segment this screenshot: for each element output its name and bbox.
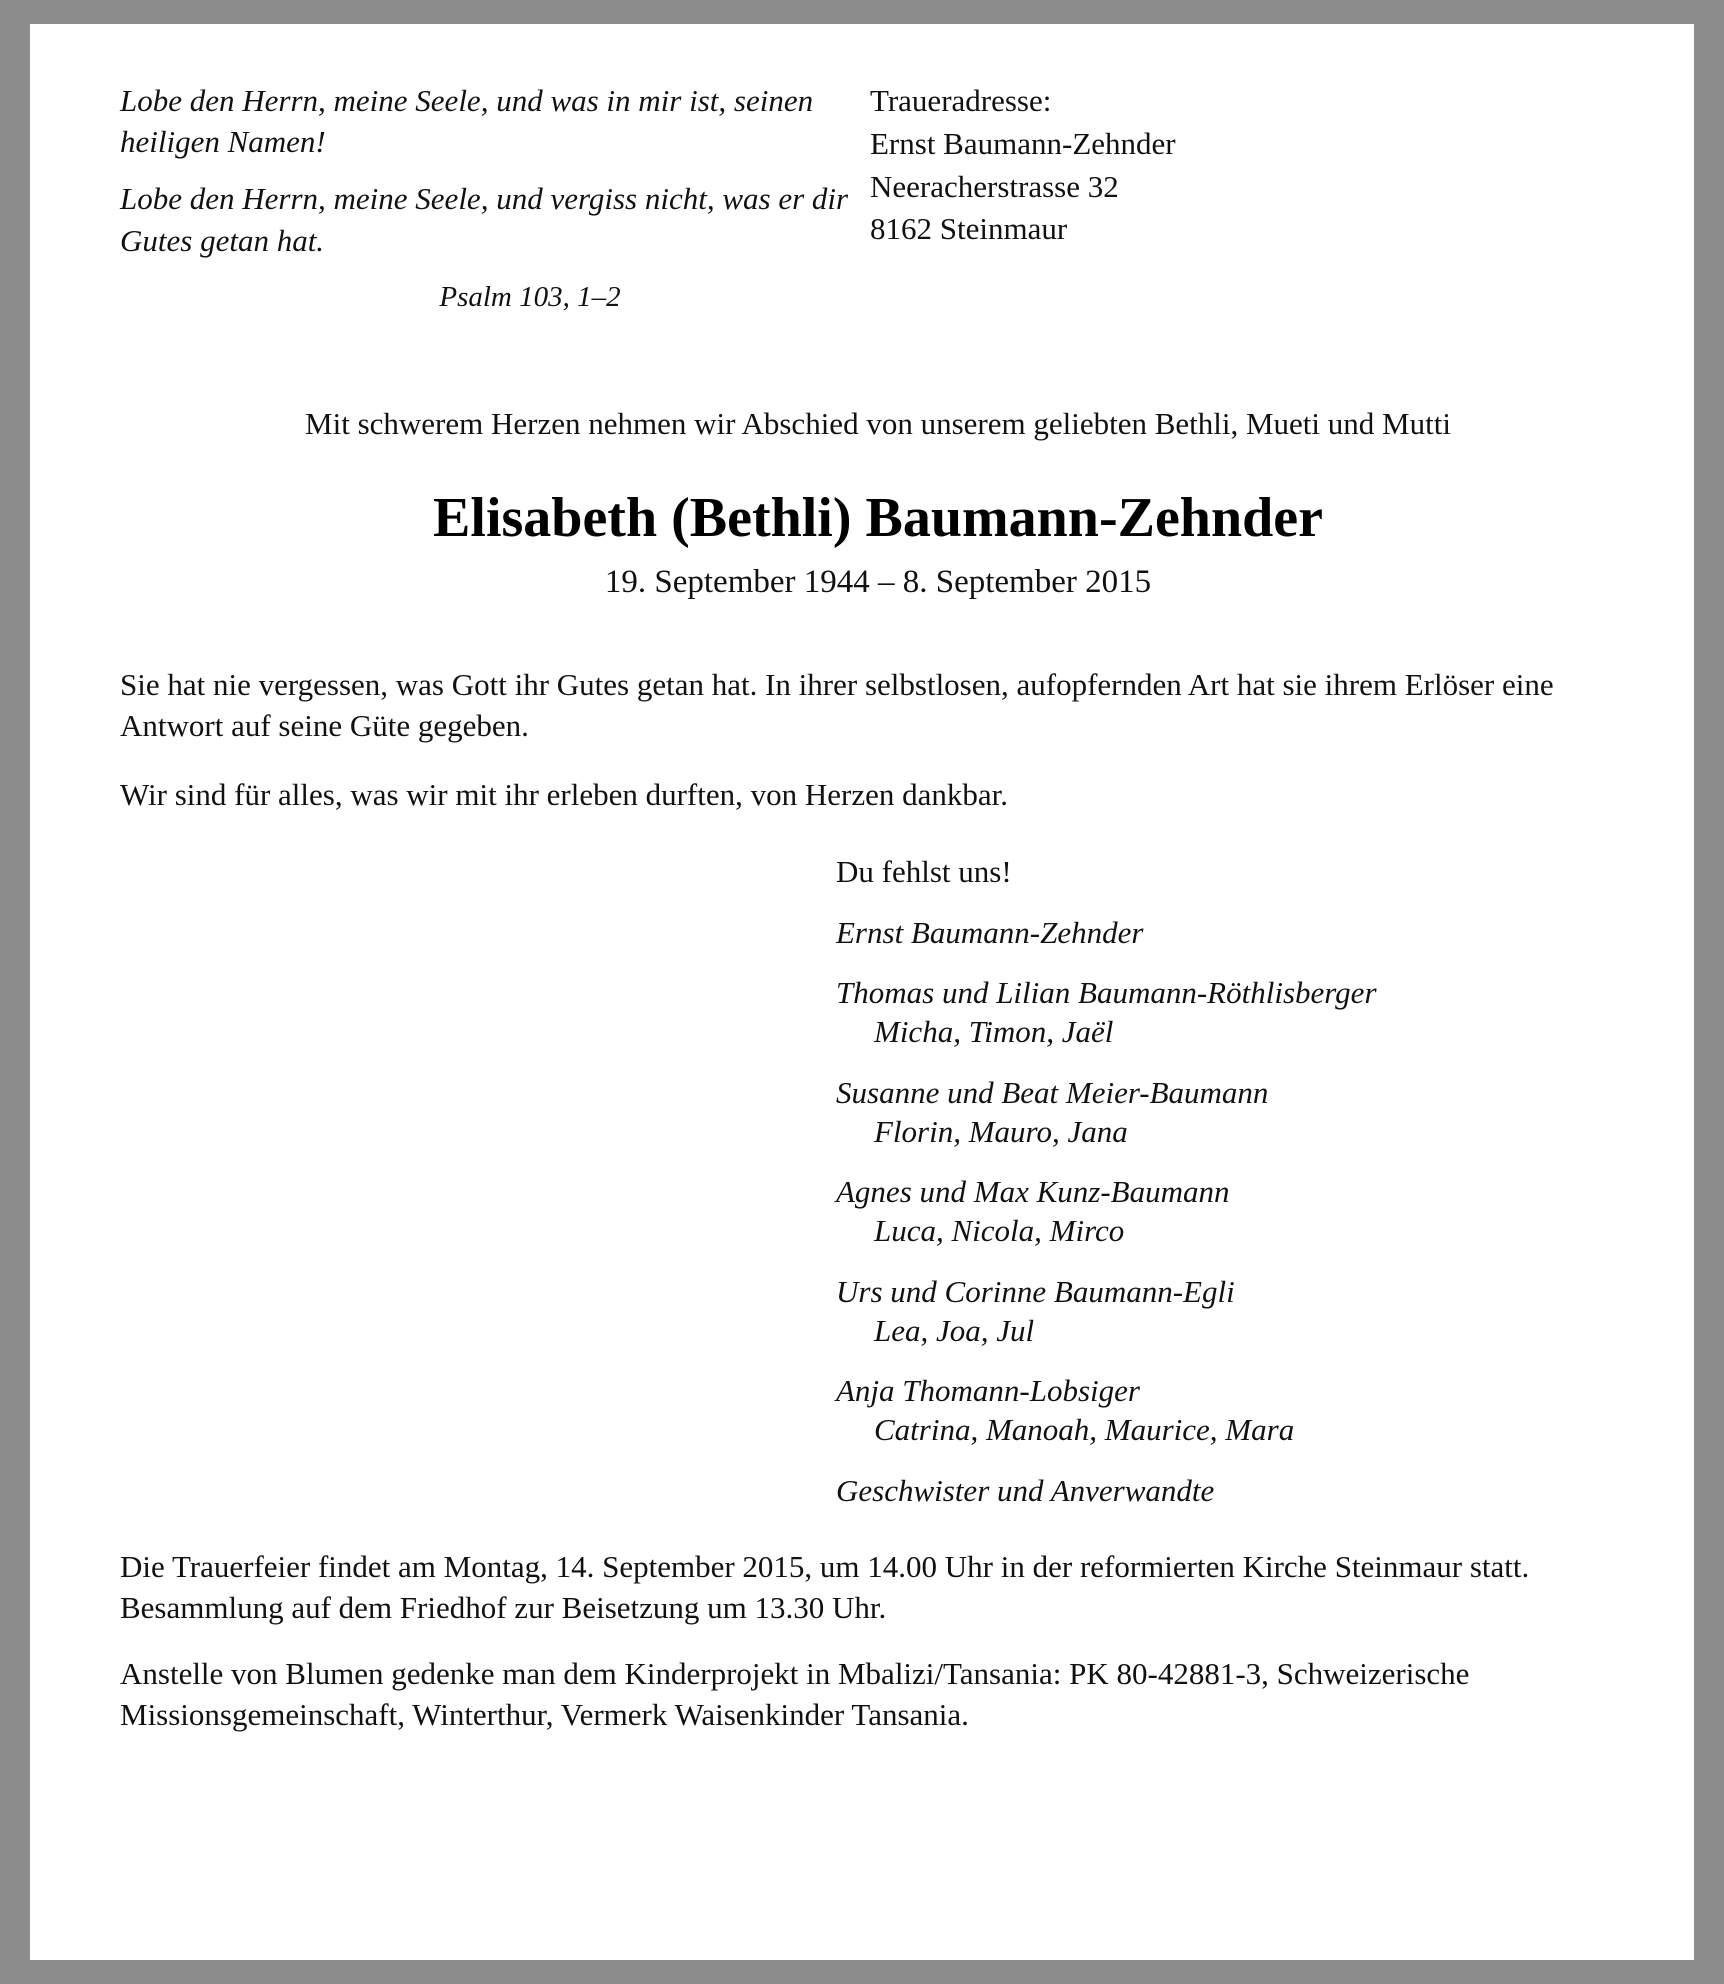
family-heading: Du fehlst uns! [836, 853, 1012, 889]
obituary-card [30, 24, 1694, 1960]
header-row [120, 80, 1636, 314]
bible-verse-block [120, 80, 850, 314]
list-item [836, 1173, 1636, 1251]
body-paragraph-1: Sie hat nie vergessen, was Gott ihr Gutes getan hat. In ihrer selbstlosen, aufopfernden Art hat sie ihrem Erlöser eine Antwort auf seine Güte gegeben. [120, 666, 1554, 743]
family-relatives-line: Geschwister und Anverwandte [836, 1472, 1215, 1508]
list-item [836, 1273, 1636, 1351]
family-children-names: Catrina, Manoah, Maurice, Mara [874, 1412, 1295, 1448]
list-item [836, 1074, 1636, 1152]
list-item [836, 1472, 1636, 1511]
family-member-name: Thomas und Lilian Baumann-Röthlisberger [836, 975, 1377, 1011]
donation-info: Anstelle von Blumen gedenke man dem Kinderprojekt in Mbalizi/Tansania: PK 80-42881-3, Schweizerische Missionsgemeinschaft, Winterthur, Vermerk Waisenkinder Tansania. [120, 1656, 1470, 1733]
family-children-names: Micha, Timon, Jaël [874, 1014, 1114, 1050]
family-member-name: Susanne und Beat Meier-Baumann [836, 1074, 1269, 1110]
address-city: 8162 Steinmaur [870, 211, 1068, 247]
address-street: Neeracherstrasse 32 [870, 168, 1119, 204]
address-label: Traueradresse: [870, 83, 1052, 118]
life-dates: 19. September 1944 – 8. September 2015 [604, 563, 1152, 600]
address-name: Ernst Baumann-Zehnder [870, 125, 1176, 161]
mourning-address-block [850, 80, 1636, 251]
verse-line-2 [120, 178, 850, 260]
verse-reference: Psalm 103, 1–2 [439, 280, 621, 313]
family-children-names: Florin, Mauro, Jana [874, 1113, 1128, 1149]
announcement-lead: Mit schwerem Herzen nehmen wir Abschied von unserem geliebten Bethli, Mueti und Mutti [305, 405, 1451, 441]
deceased-name: Elisabeth (Bethli) Baumann-Zehnder [433, 486, 1323, 549]
body-paragraph-2: Wir sind für alles, was wir mit ihr erleben durften, von Herzen dankbar. [120, 776, 1008, 812]
family-member-name: Agnes und Max Kunz-Baumann [836, 1174, 1230, 1210]
family-children-names: Lea, Joa, Jul [874, 1312, 1035, 1348]
family-children-names: Luca, Nicola, Mirco [874, 1213, 1125, 1249]
verse-text: Lobe den Herrn, meine Seele, und vergiss nicht, was er dir Gutes getan hat. [120, 181, 849, 258]
list-item [836, 914, 1636, 953]
family-list [120, 854, 1636, 1511]
family-member-name: Urs und Corinne Baumann-Egli [836, 1273, 1235, 1309]
closing-block [120, 1547, 1636, 1737]
family-member-name: Ernst Baumann-Zehnder [836, 914, 1144, 950]
list-item [836, 974, 1636, 1052]
list-item [836, 1372, 1636, 1450]
funeral-service-info: Die Trauerfeier findet am Montag, 14. September 2015, um 14.00 Uhr in der reformierten Kirche Steinmaur statt. Besammlung auf dem Friedhof zur Beisetzung um 13.30 Uhr. [120, 1548, 1530, 1625]
verse-text: Lobe den Herrn, meine Seele, und was in mir ist, seinen heiligen Namen! [120, 83, 814, 160]
verse-line-1 [120, 80, 850, 162]
family-member-name: Anja Thomann-Lobsiger [836, 1373, 1140, 1409]
